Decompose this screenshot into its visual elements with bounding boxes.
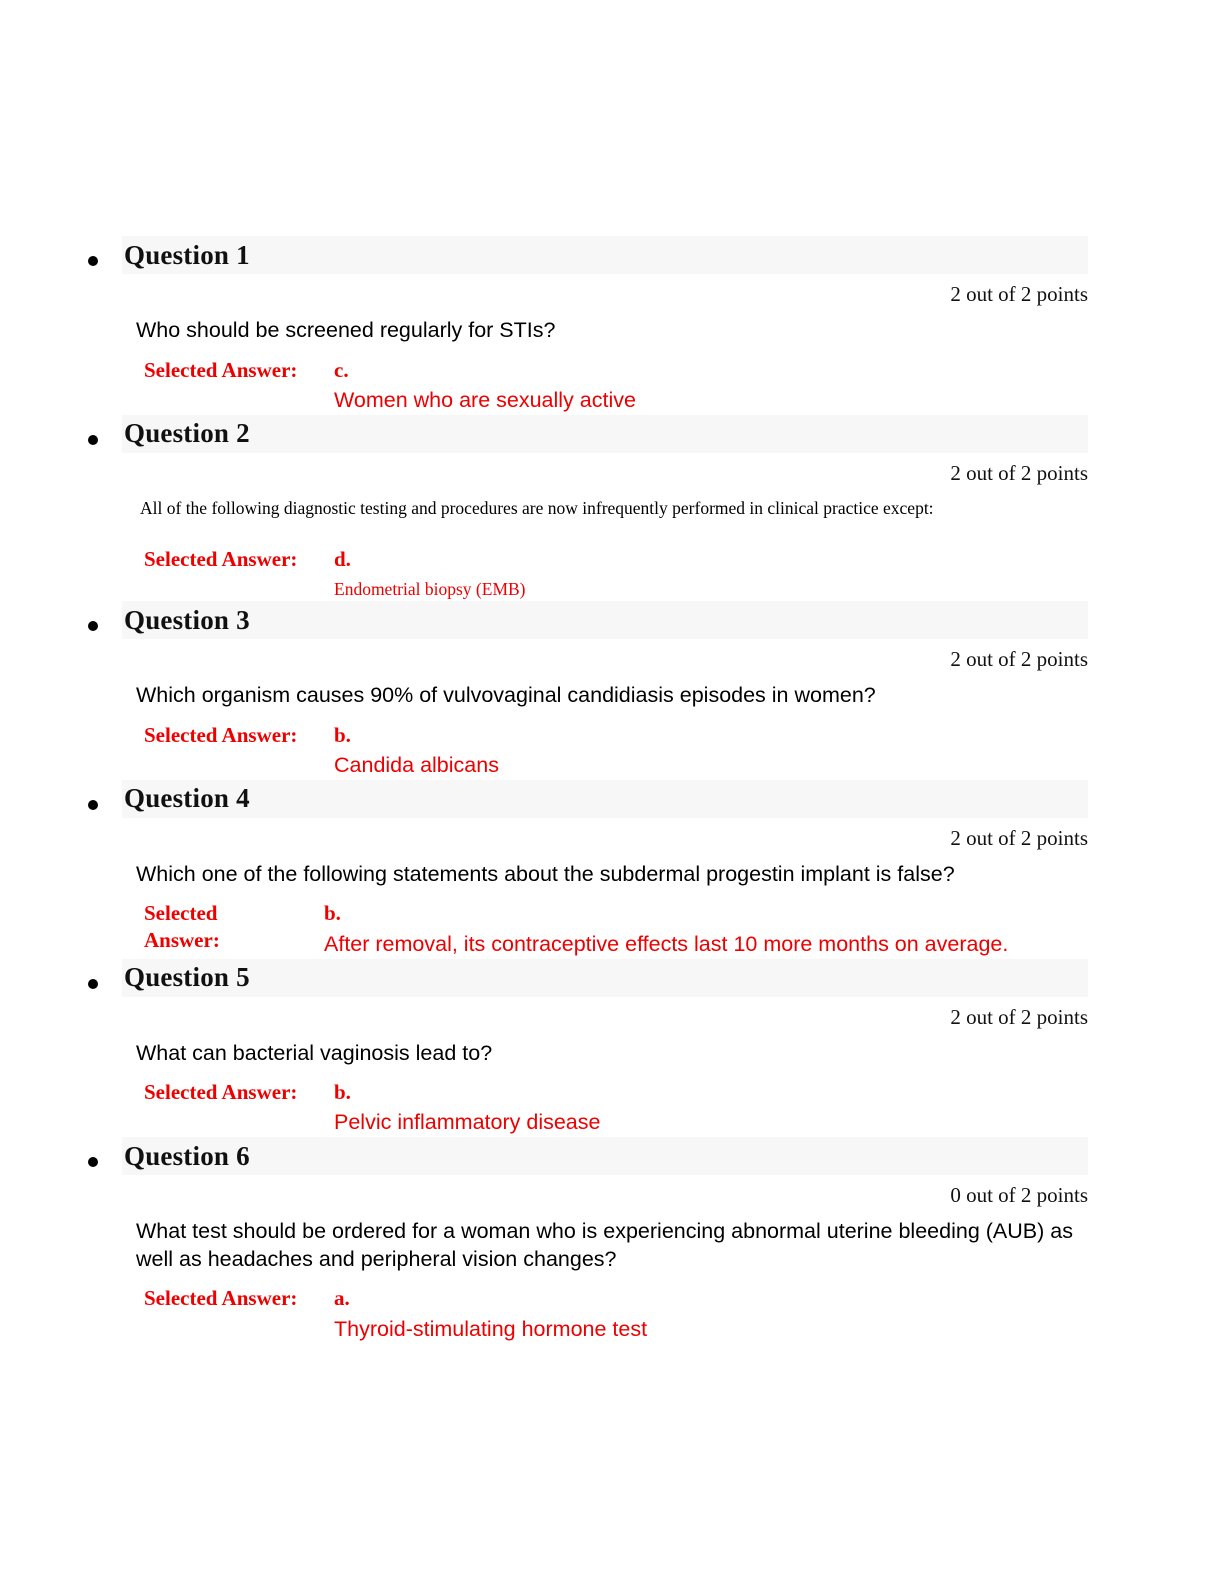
selected-answer-label: Selected Answer: (144, 547, 298, 572)
answer-letter: b. (334, 1080, 351, 1105)
selected-answer-label (144, 900, 324, 958)
question-text: Who should be screened regularly for STIs? (136, 318, 556, 342)
selected-answer (144, 1273, 1074, 1343)
question-title: Question 3 (124, 604, 250, 635)
question-title: Question 6 (124, 1140, 250, 1171)
selected-answer-label: Selected Answer: (144, 1080, 298, 1105)
selected-answer-label: Selected Answer: (144, 357, 298, 382)
answer-letter: d. (334, 547, 351, 572)
list-item (0, 601, 1224, 780)
selected-answer (144, 710, 1074, 780)
question-points: 2 out of 2 points (950, 647, 1088, 672)
question-list (0, 236, 1224, 1344)
answer-text: After removal, its contraceptive effects last 10 more months on average. (324, 931, 1009, 956)
question-header (122, 1137, 1088, 1175)
selected-answer-label-line1: Selected (144, 901, 218, 926)
question-text: What can bacterial vaginosis lead to? (136, 1040, 493, 1065)
bullet-icon (88, 256, 98, 266)
selected-answer (144, 345, 1074, 415)
question-header (122, 780, 1088, 818)
bullet-icon (88, 435, 98, 445)
question-header (122, 959, 1088, 997)
question-header (122, 415, 1088, 453)
answer-letter: b. (324, 901, 341, 926)
question-points: 2 out of 2 points (950, 1004, 1088, 1029)
selected-answer-label: Selected Answer: (144, 722, 298, 747)
question-header (122, 601, 1088, 639)
selected-answer (144, 888, 1074, 958)
bullet-icon (88, 800, 98, 810)
answer-letter: b. (334, 722, 351, 747)
answer-letter: c. (334, 357, 349, 382)
answer-letter: a. (334, 1286, 350, 1311)
list-item (0, 236, 1224, 415)
question-text: All of the following diagnostic testing and procedures are now infrequently performed in clinical practice except: (140, 497, 934, 518)
question-points: 2 out of 2 points (950, 460, 1088, 485)
list-item (0, 1137, 1224, 1343)
selected-answer (144, 534, 1074, 601)
answer-text: Women who are sexually active (334, 387, 636, 412)
list-item (0, 780, 1224, 959)
selected-answer-label: Selected Answer: (144, 1286, 298, 1311)
question-text: What test should be ordered for a woman who is experiencing abnormal uterine bleeding (AUB) as well as headaches and peripheral vision changes? (136, 1219, 1073, 1271)
bullet-icon (88, 1157, 98, 1167)
bullet-icon (88, 979, 98, 989)
question-text: Which one of the following statements about the subdermal progestin implant is false? (136, 861, 955, 886)
bullet-icon (88, 621, 98, 631)
answer-text: Endometrial biopsy (EMB) (334, 579, 526, 600)
list-item (0, 415, 1224, 602)
answer-text: Thyroid-stimulating hormone test (334, 1316, 648, 1341)
question-title: Question 5 (124, 962, 250, 993)
answer-text: Pelvic inflammatory disease (334, 1110, 601, 1135)
question-points: 0 out of 2 points (950, 1183, 1088, 1208)
question-text: Which organism causes 90% of vulvovaginal candidiasis episodes in women? (136, 683, 876, 708)
question-title: Question 2 (124, 418, 250, 449)
question-title: Question 4 (124, 783, 250, 814)
question-points: 2 out of 2 points (950, 282, 1088, 306)
question-points: 2 out of 2 points (950, 825, 1088, 850)
selected-answer (144, 1067, 1074, 1137)
question-header (122, 236, 1088, 274)
list-item (0, 959, 1224, 1138)
answer-text: Candida albicans (334, 752, 499, 777)
selected-answer-label-line2: Answer: (144, 927, 220, 952)
question-title: Question 1 (124, 239, 250, 270)
